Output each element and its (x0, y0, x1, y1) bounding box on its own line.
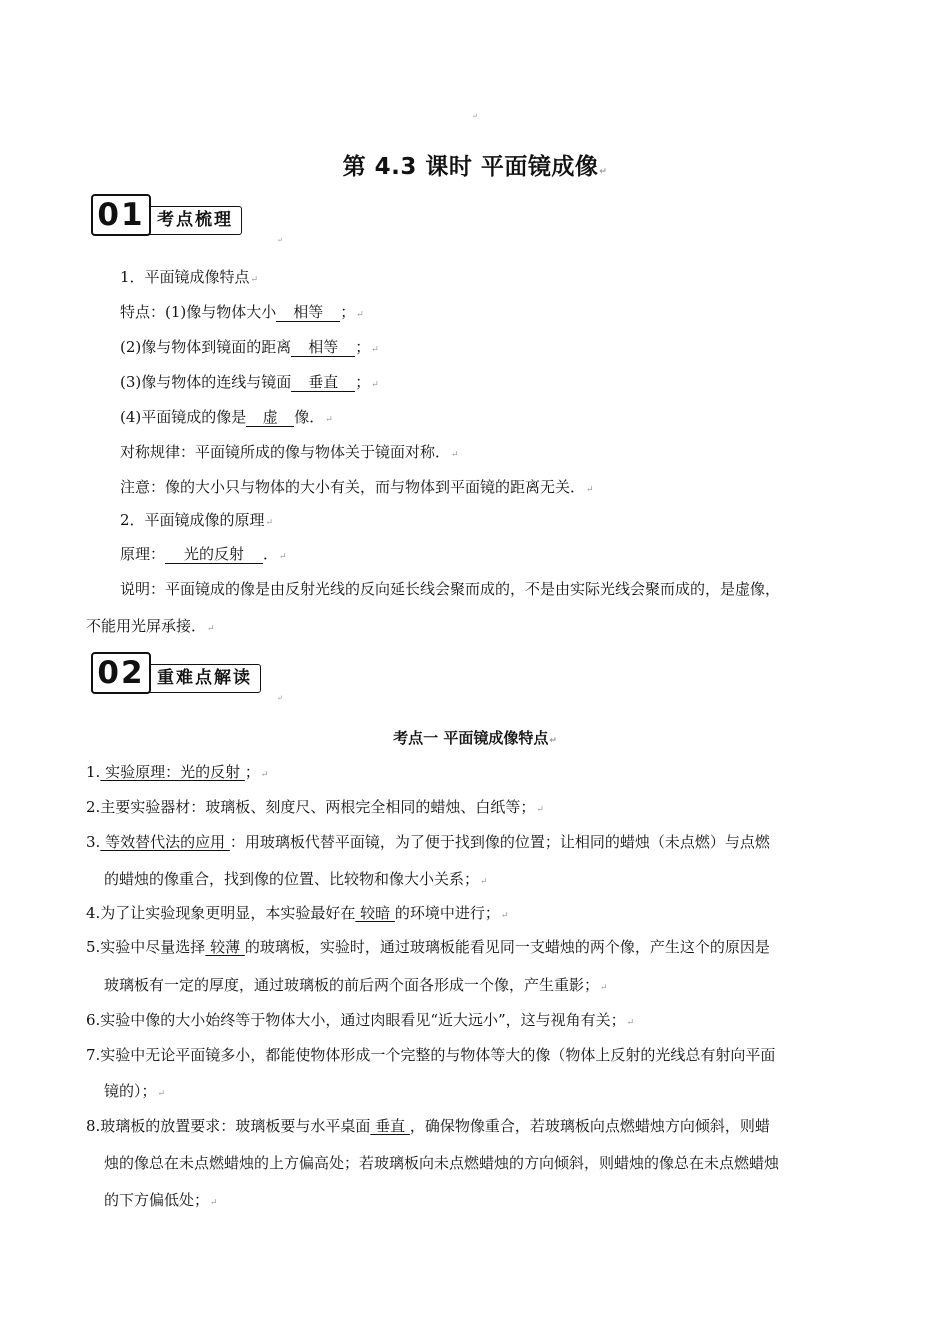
answer-blank: 垂直 (291, 373, 355, 392)
symmetry-rule: 对称规律：平面镜所成的像与物体关于镜面对称．↵ (120, 443, 459, 461)
feature-line-3: (3)像与物体的连线与镜面 垂直 ；↵ (120, 373, 379, 391)
list-item-2: 2.主要实验器材：玻璃板、刻度尺、两根完全相同的蜡烛、白纸等；↵ (86, 798, 544, 816)
list-item-1: 1. 实验原理：光的反射 ；↵ (86, 763, 269, 781)
badge-label: 考点梳理 (147, 206, 242, 235)
list-item-7-cont: 镜的）；↵ (104, 1082, 166, 1100)
page-title: 第 4.3 课时 平面镜成像↵ (342, 154, 608, 180)
heading-mirror-features: 1．平面镜成像特点↵ (120, 268, 259, 286)
list-item-7: 7.实验中无论平面镜多小，都能使物体形成一个完整的与物体等大的像（物体上反射的光线总有射向平面 (86, 1046, 776, 1064)
list-item-6: 6.实验中像的大小始终等于物体大小，通过肉眼看见“近大远小”，这与视角有关；↵ (86, 1011, 635, 1029)
badge-number: 01 (91, 194, 151, 236)
list-item-5-cont: 玻璃板有一定的厚度，通过玻璃板的前后两个面各形成一个像，产生重影；↵ (104, 976, 608, 994)
badge-label: 重难点解读 (147, 664, 261, 693)
paragraph-mark: ↵ (472, 112, 478, 120)
feature-line-1: 特点：(1)像与物体大小 相等 ；↵ (120, 303, 364, 321)
list-item-4: 4.为了让实验现象更明显，本实验最好在 较暗 的环境中进行；↵ (86, 904, 509, 922)
list-item-8-cont-1: 烛的像总在未点燃蜡烛的上方偏高处；若玻璃板向未点燃蜡烛的方向倾斜，则蜡烛的像总在未点燃蜡烛 (104, 1154, 780, 1172)
answer-blank: 光的反射 (165, 545, 263, 564)
list-item-8: 8.玻璃板的放置要求：玻璃板要与水平桌面 垂直 ，确保物像重合，若玻璃板向点燃蜡烛方向倾斜，则蜡 (86, 1117, 770, 1135)
answer-blank: 相等 (291, 338, 355, 357)
feature-line-4: (4)平面镜成的像是 虚 像．↵ (120, 408, 333, 426)
note-line: 注意：像的大小只与物体的大小有关，而与物体到平面镜的距离无关．↵ (120, 478, 594, 496)
explanation-line-1: 说明：平面镜成的像是由反射光线的反向延长线会聚而成的，不是由实际光线会聚而成的，是虚像， (120, 580, 781, 598)
feature-line-2: (2)像与物体到镜面的距离 相等 ；↵ (120, 338, 379, 356)
list-item-3: 3. 等效替代法的应用 ：用玻璃板代替平面镜，为了便于找到像的位置；让相同的蜡烛（未点燃）与点燃 (86, 833, 770, 851)
answer-blank: 相等 (276, 303, 340, 322)
principle-line: 原理： 光的反射 ．↵ (120, 545, 287, 563)
section-badge-02 (91, 652, 281, 694)
answer-blank: 虚 (246, 408, 294, 427)
section-heading: 考点一 平面镜成像特点↵ (393, 729, 557, 747)
heading-mirror-principle: 2．平面镜成像的原理↵ (120, 511, 274, 529)
document-page: ↵ 第 4.3 课时 平面镜成像↵ 01 考点梳理 ↵ 1．平面镜成像特点↵ 特点：(1)像与物体大小 相等 ；↵ (2)像与物体到镜面的距离 相等 ；↵ (3)像与物体的连线与镜面 垂直 ；↵ (4)平面镜成的像是 虚 像．↵ 对称规律：平面镜所成的像与物体关于镜面对称．↵ 注意：像的大小只与物体的大小有关，而与物体到平面镜的距离无关．↵ 2．平面镜成像的原理↵ 原理： 光的反射 ．↵ 说明：平面镜成的像是由反射光线的反向延长线会聚而成的，不是由实际光线会聚而成的，是虚像， 不能用光屏承接．↵ 02 重难点解读 ↵ 考点一 平面镜成像特点↵ 1. 实验原理：光的反射 ；↵ 2.主要实验器材：玻璃板、刻度尺、两根完全相同的蜡烛、白纸等；↵ 3. 等效替代法的应用 ：用玻璃板代替平面镜，为了便于找到像的位置；让相同的蜡烛（未点燃）与点燃 的蜡烛的像重合，找到像的位置、比较物和像大小关系；↵ 4.为了让实验现象更明显，本实验最好在 较暗 的环境中进行；↵ 5.实验中尽量选择 较薄 的玻璃板，实验时，通过玻璃板能看见同一支蜡烛的两个像，产生这个的原因是 玻璃板有一定的厚度，通过玻璃板的前后两个面各形成一个像，产生重影；↵ 6.实验中像的大小始终等于物体大小，通过肉眼看见“近大远小”，这与视角有关；↵ 7.实验中无论平面镜多小，都能使物体形成一个完整的与物体等大的像（物体上反射的光线总有射向平面 镜的）；↵ 8.玻璃板的放置要求：玻璃板要与水平桌面 垂直 ，确保物像重合，若玻璃板向点燃蜡烛方向倾斜，则蜡 烛的像总在未点燃蜡烛的上方偏高处；若玻璃板向未点燃蜡烛的方向倾斜，则蜡烛的像总在未点燃蜡烛 的下方偏低处；↵ (0, 0, 950, 1344)
section-badge-01 (91, 194, 281, 236)
list-item-8-cont-2: 的下方偏低处；↵ (104, 1191, 218, 1209)
list-item-3-cont: 的蜡烛的像重合，找到像的位置、比较物和像大小关系；↵ (104, 870, 488, 888)
badge-number: 02 (91, 652, 151, 694)
explanation-line-2: 不能用光屏承接．↵ (86, 617, 215, 635)
list-item-5: 5.实验中尽量选择 较薄 的玻璃板，实验时，通过玻璃板能看见同一支蜡烛的两个像，产生这个的原因是 (86, 938, 770, 956)
